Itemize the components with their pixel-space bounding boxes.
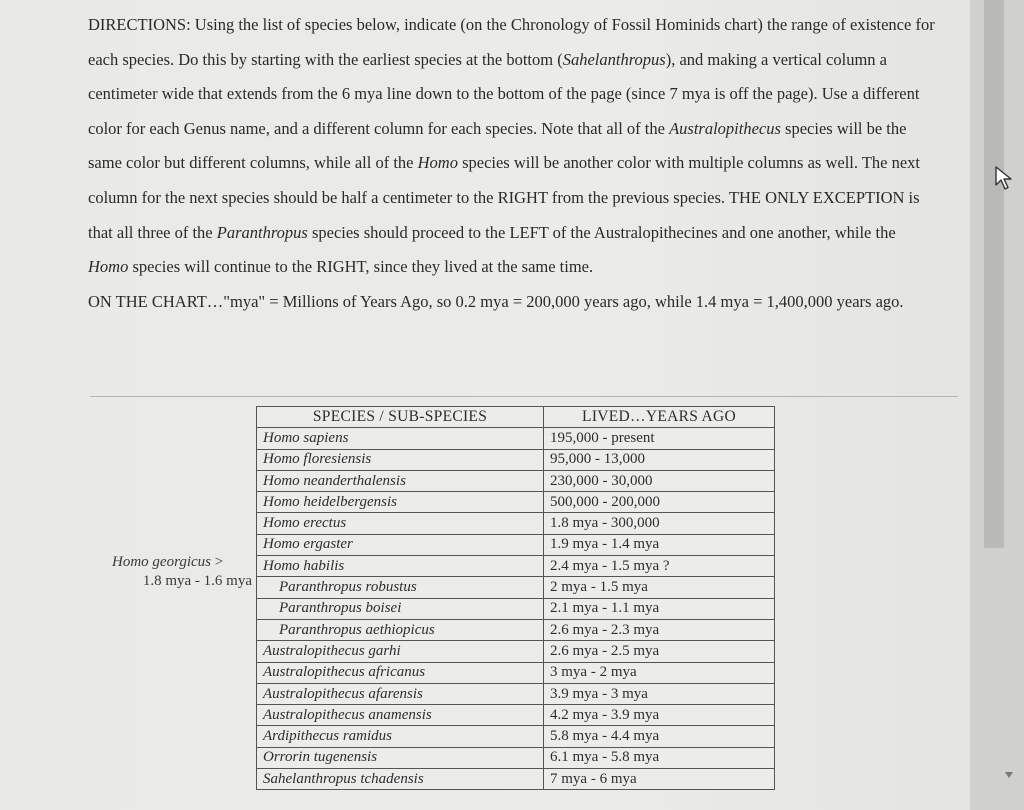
table-row	[257, 492, 775, 513]
table-row	[257, 619, 775, 640]
table-row	[257, 726, 775, 747]
table-row	[257, 556, 775, 577]
species-cell: Homo ergaster	[257, 534, 544, 555]
years-cell: 195,000 - present	[544, 428, 775, 449]
divider	[90, 396, 958, 397]
species-cell: Orrorin tugenensis	[257, 747, 544, 768]
years-cell: 2.1 mya - 1.1 mya	[544, 598, 775, 619]
species-cell: Australopithecus anamensis	[257, 705, 544, 726]
directions-block	[88, 8, 940, 319]
table-row	[257, 747, 775, 768]
side-note-arrow: >	[211, 554, 224, 570]
years-cell: 4.2 mya - 3.9 mya	[544, 705, 775, 726]
directions-text: species will be another color with multiple columns as well. The next column for the next species should be half a centimeter to the RIGHT from the previous species. THE ONLY EXCEPTION is that all three of the	[88, 153, 921, 242]
species-cell: Homo erectus	[257, 513, 544, 534]
species-cell: Paranthropus boisei	[257, 598, 544, 619]
header-species: SPECIES / SUB-SPECIES	[257, 407, 544, 428]
table-row	[257, 598, 775, 619]
years-cell: 3.9 mya - 3 mya	[544, 683, 775, 704]
scroll-down-arrow-icon[interactable]	[1004, 770, 1014, 780]
side-note-species: Homo georgicus	[112, 554, 212, 570]
species-cell: Homo heidelbergensis	[257, 492, 544, 513]
species-cell: Australopithecus africanus	[257, 662, 544, 683]
years-cell: 5.8 mya - 4.4 mya	[544, 726, 775, 747]
directions-text: ), and making a vertical column a centimeter wide that extends from the 6 mya line down to the bottom of the page (since 7 mya is off the page). Use a different color for each Genus name, and a different column for each species. Note that all of the	[88, 49, 920, 138]
species-cell: Sahelanthropus tchadensis	[257, 769, 544, 790]
species-cell: Homo floresiensis	[257, 449, 544, 470]
table-row	[257, 577, 775, 598]
directions-label: DIRECTIONS:	[88, 15, 191, 34]
years-cell: 6.1 mya - 5.8 mya	[544, 747, 775, 768]
header-years: LIVED…YEARS AGO	[544, 407, 775, 428]
side-note-range: 1.8 mya - 1.6 mya	[142, 573, 252, 589]
years-cell: 2 mya - 1.5 mya	[544, 577, 775, 598]
species-cell: Australopithecus garhi	[257, 641, 544, 662]
chart-note: ON THE CHART…"mya" = Millions of Years Ago, so 0.2 mya = 200,000 years ago, while 1.4 mya = 1,400,000 years ago.	[88, 291, 904, 311]
table-row	[257, 641, 775, 662]
genus-paranthropus: Paranthropus	[216, 222, 308, 242]
years-cell: 2.4 mya - 1.5 mya ?	[544, 556, 775, 577]
directions-paragraph	[88, 8, 940, 285]
years-cell: 7 mya - 6 mya	[544, 769, 775, 790]
homo-georgicus-note	[112, 553, 262, 591]
table-row	[257, 705, 775, 726]
table-row	[257, 428, 775, 449]
table-row	[257, 534, 775, 555]
table-row	[257, 449, 775, 470]
directions-text: species will be the same color but different columns, while all of the	[88, 118, 907, 173]
genus-australopithecus: Australopithecus	[669, 118, 781, 138]
years-cell: 1.9 mya - 1.4 mya	[544, 534, 775, 555]
genus-homo: Homo	[417, 153, 458, 173]
species-cell: Homo habilis	[257, 556, 544, 577]
years-cell: 500,000 - 200,000	[544, 492, 775, 513]
species-cell: Australopithecus afarensis	[257, 683, 544, 704]
species-cell: Paranthropus robustus	[257, 577, 544, 598]
years-cell: 3 mya - 2 mya	[544, 662, 775, 683]
years-cell: 2.6 mya - 2.5 mya	[544, 641, 775, 662]
species-cell: Ardipithecus ramidus	[257, 726, 544, 747]
table-row	[257, 683, 775, 704]
species-cell: Paranthropus aethiopicus	[257, 619, 544, 640]
table-row	[257, 662, 775, 683]
years-cell: 2.6 mya - 2.3 mya	[544, 619, 775, 640]
years-cell: 1.8 mya - 300,000	[544, 513, 775, 534]
directions-text: Using the list of species below, indicate (on the Chronology of Fossil Hominids chart) the range of existence for each species. Do this by starting with the earliest species at the bottom (	[88, 15, 935, 69]
species-cell: Homo neanderthalensis	[257, 470, 544, 491]
vertical-scrollbar[interactable]	[984, 0, 1004, 548]
years-cell: 230,000 - 30,000	[544, 470, 775, 491]
table-row	[257, 513, 775, 534]
genus-homo: Homo	[88, 257, 129, 277]
species-cell: Homo sapiens	[257, 428, 544, 449]
table-row	[257, 769, 775, 790]
table-header-row	[257, 407, 775, 428]
species-table	[256, 406, 775, 790]
years-cell: 95,000 - 13,000	[544, 449, 775, 470]
mouse-pointer-icon	[994, 165, 1016, 191]
directions-text: species will continue to the RIGHT, since they lived at the same time.	[128, 257, 594, 277]
directions-text: species should proceed to the LEFT of the Australopithecines and one another, while the	[307, 222, 896, 242]
genus-sahelanthropus: Sahelanthropus	[562, 49, 666, 69]
table-row	[257, 470, 775, 491]
